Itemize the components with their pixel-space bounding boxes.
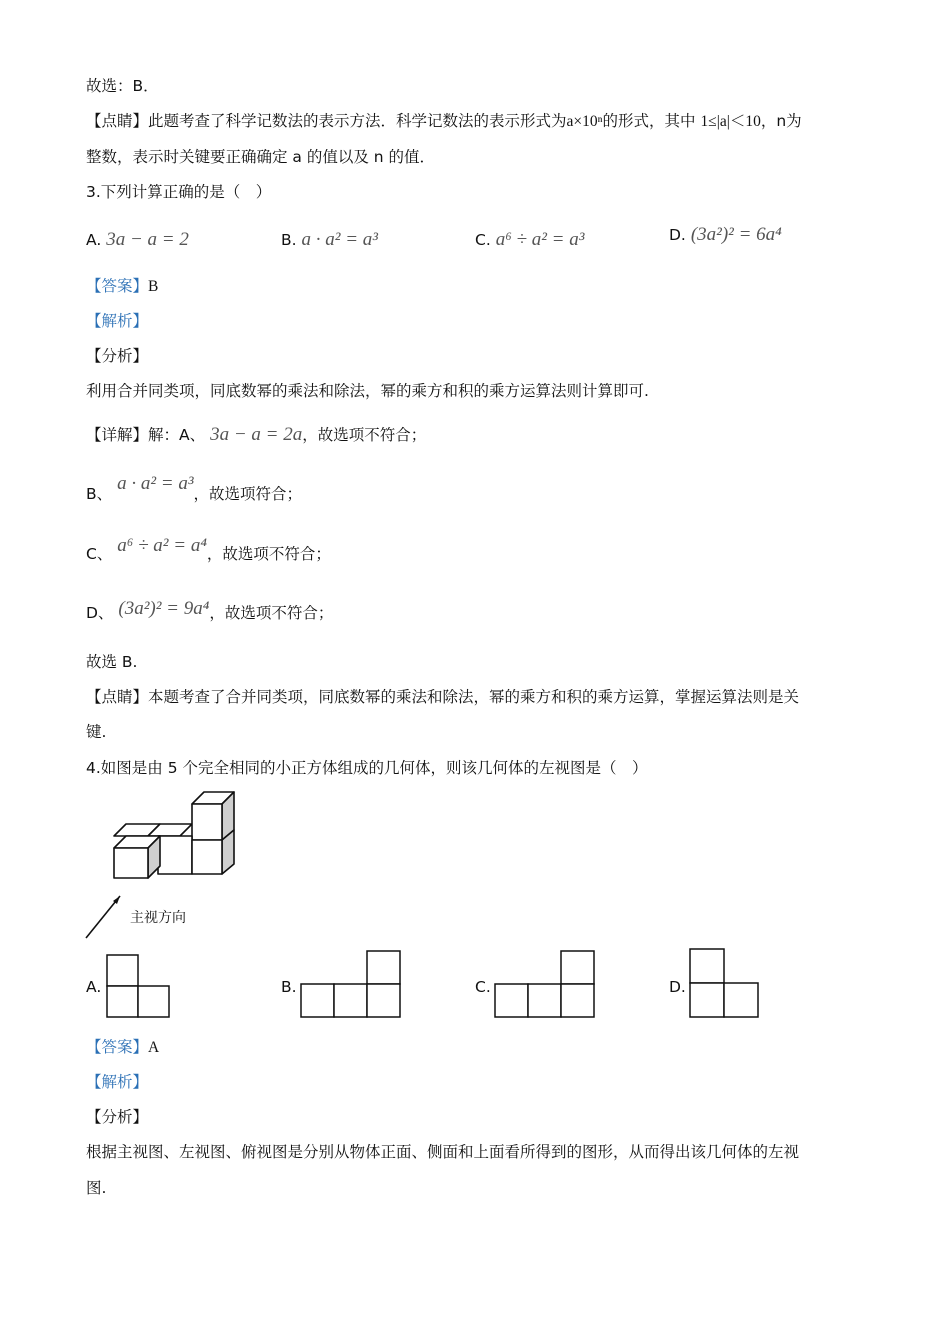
q3-answer xyxy=(86,276,158,297)
step-comment: ，故选项不符合； xyxy=(209,604,334,622)
step-prefix: B、 xyxy=(86,485,113,503)
q3-stem: 3.下列计算正确的是（ ） xyxy=(86,183,272,201)
q4-option-b-label: B. xyxy=(281,978,297,996)
dianjing-text: 本题考查了合并同类项，同底数幂的乘法和除法，幂的乘方和积的乘方运算，掌握运算法则是关 xyxy=(148,688,800,706)
dianjing-tag: 【点睛】 xyxy=(86,112,149,130)
q3-fenxi-tag: 【分析】 xyxy=(86,347,149,365)
dianjing-tag: 【点睛】 xyxy=(86,688,149,706)
q3-dianjing-line2: 键. xyxy=(86,723,107,741)
dianjing-paragraph xyxy=(86,111,802,132)
option-expr: a · a² = a³ xyxy=(301,229,378,250)
choice-line: 故选：B． xyxy=(86,77,159,95)
q4-fenxi-tag: 【分析】 xyxy=(86,1108,149,1126)
option-label: B. xyxy=(281,231,297,249)
q4-option-d-figure xyxy=(689,948,761,1020)
answer-tag: 【答案】 xyxy=(86,277,149,295)
answer-tag: 【答案】 xyxy=(86,1038,149,1056)
answer-value: B xyxy=(148,278,159,295)
q4-answer xyxy=(86,1037,159,1058)
q4-option-a-figure xyxy=(106,954,170,1020)
direction-label: 主视方向 xyxy=(130,910,186,926)
q4-option-c-figure xyxy=(494,950,596,1020)
dianjing-text-3: ，n为 xyxy=(760,112,802,130)
step-comment: ，故选项不符合； xyxy=(302,426,427,444)
q3-option-c xyxy=(475,229,584,251)
q3-jiexi-tag: 【解析】 xyxy=(86,312,149,330)
step-expr: (3a²)² = 9a⁴ xyxy=(118,598,210,619)
step-expr: a⁶ ÷ a² = a⁴ xyxy=(117,535,207,556)
option-label: D. xyxy=(669,226,686,244)
option-label: A. xyxy=(86,231,102,249)
dianjing-text: 此题考查了科学记数法的表示方法．科学记数法的表示形式为 xyxy=(148,112,567,130)
xiangjie-intro: 解：A、 xyxy=(148,426,206,444)
answer-value: A xyxy=(148,1039,160,1056)
direction-arrow-icon xyxy=(86,896,120,938)
q3-step-b xyxy=(86,473,303,504)
q3-conclusion: 故选 B. xyxy=(86,653,138,671)
q4-option-b-figure xyxy=(300,950,402,1020)
q4-stem: 4.如图是由 5 个完全相同的小正方体组成的几何体，则该几何体的左视图是（ ） xyxy=(86,759,648,777)
q3-option-b xyxy=(281,229,378,251)
step-comment: ，故选项符合； xyxy=(193,485,303,503)
dianjing-text-2: 的形式，其中 xyxy=(602,112,696,130)
step-comment: ，故选项不符合； xyxy=(206,545,331,563)
q3-dianjing xyxy=(86,687,799,707)
q3-step-c xyxy=(86,535,331,564)
dianjing-line2: 整数，表示时关键要正确确定 a 的值以及 n 的值． xyxy=(86,148,436,166)
q4-fenxi-text: 根据主视图、左视图、俯视图是分别从物体正面、侧面和上面看所得到的图形，从而得出该几何体的左视 xyxy=(86,1143,800,1161)
q4-jiexi-tag: 【解析】 xyxy=(86,1073,149,1091)
q3-fenxi-text: 利用合并同类项，同底数幂的乘法和除法，幂的乘方和积的乘方运算法则计算即可. xyxy=(86,382,649,400)
q4-option-d-label: D. xyxy=(669,978,686,996)
q4-option-a-label: A. xyxy=(86,978,102,996)
q4-option-c-label: C. xyxy=(475,978,491,996)
range-formula: 1≤|a|＜10 xyxy=(700,113,761,130)
q3-option-d xyxy=(669,224,782,246)
q3-step-a xyxy=(86,425,426,445)
xiangjie-tag: 【详解】 xyxy=(86,426,149,444)
option-expr: 3a − a = 2 xyxy=(106,229,189,250)
step-prefix: C、 xyxy=(86,545,113,563)
option-label: C. xyxy=(475,231,491,249)
option-expr: (3a²)² = 6a⁴ xyxy=(690,224,782,245)
q4-fenxi-line2: 图. xyxy=(86,1179,107,1197)
q3-option-a xyxy=(86,229,189,251)
q3-step-d xyxy=(86,598,334,623)
step-expr: 3a − a = 2a xyxy=(210,424,303,445)
option-expr: a⁶ ÷ a² = a³ xyxy=(495,229,585,250)
sci-notation: a×10ⁿ xyxy=(566,113,603,130)
step-prefix: D、 xyxy=(86,604,114,622)
step-expr: a · a² = a³ xyxy=(117,473,194,494)
